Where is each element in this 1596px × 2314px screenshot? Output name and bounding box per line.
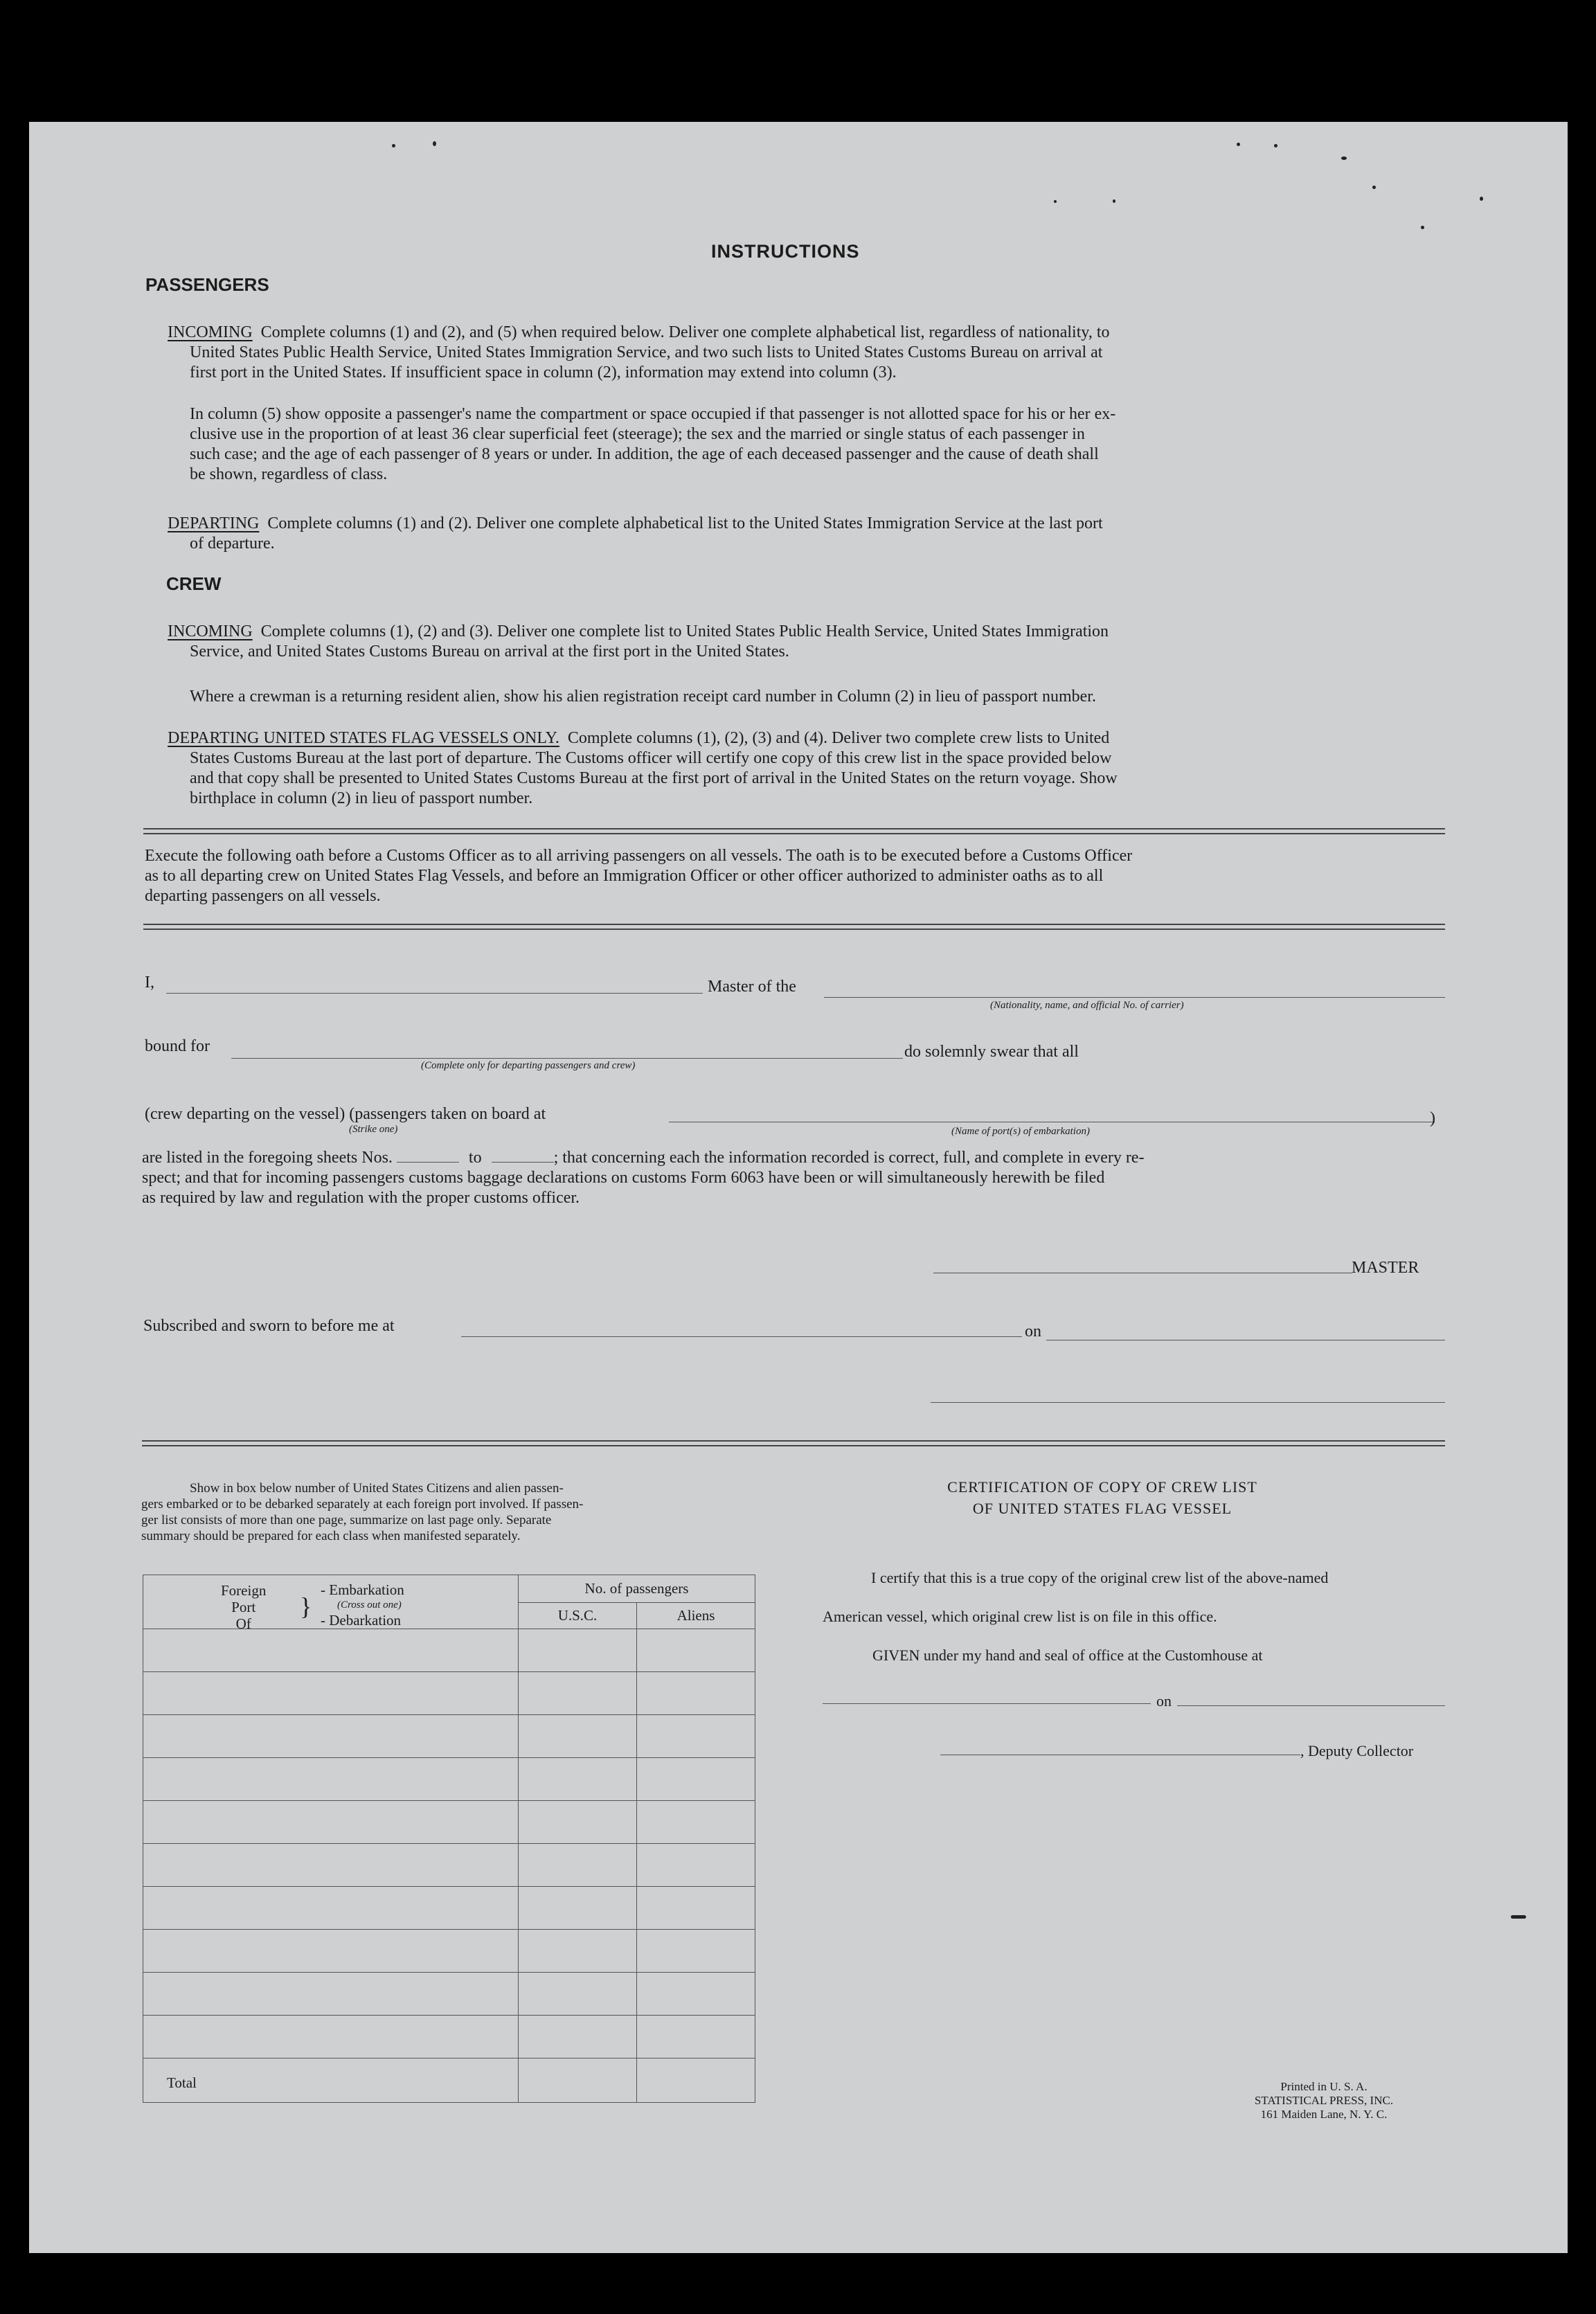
crew-departing-text: birthplace in column (2) in lieu of passport number. <box>190 789 533 807</box>
aliens-cell[interactable] <box>637 1887 755 1930</box>
paragraph-line: such case; and the age of each passenger of 8 years or under. In addition, the age of each deceased passenger and the cause of death shall <box>190 445 1099 463</box>
customhouse-field[interactable] <box>823 1703 1151 1704</box>
pass-departing-text: Complete columns (1) and (2). Deliver one complete alphabetical list to the United States Immigration Service at the last port <box>267 514 1103 532</box>
usc-cell[interactable] <box>519 1930 637 1973</box>
pass-incoming-paragraph <box>168 323 1445 383</box>
aliens-cell[interactable] <box>637 1758 755 1801</box>
foreign-label: Foreign <box>221 1582 267 1599</box>
port-cell[interactable] <box>143 1629 519 1672</box>
cert-date-field[interactable] <box>1177 1705 1445 1706</box>
certification-title-line: OF UNITED STATES FLAG VESSEL <box>972 1500 1232 1517</box>
pass-departing-text: of departure. <box>190 535 275 553</box>
instructions-title: INSTRUCTIONS <box>711 241 860 262</box>
embarkation-label: - Embarkation <box>321 1581 404 1598</box>
port-note: (Name of port(s) of embarkation) <box>951 1126 1090 1137</box>
printer-line: Printed in U. S. A. <box>1280 2080 1368 2093</box>
table-row <box>143 1758 755 1801</box>
usc-cell[interactable] <box>519 1758 637 1801</box>
aliens-cell[interactable] <box>637 1629 755 1672</box>
scan-speck <box>1372 186 1376 189</box>
paragraph-line: as to all departing crew on United States Flag Vessels, and before an Immigration Officer or other officer authorized to administer oaths as to all <box>145 867 1104 885</box>
aliens-cell[interactable] <box>637 2016 755 2059</box>
paragraph-line: clusive use in the proportion of at least 36 clear superficial feet (steerage); the sex and the married or single status of each passenger in <box>190 425 1085 443</box>
aliens-cell[interactable] <box>637 1973 755 2016</box>
double-rule <box>143 833 1445 834</box>
no-passengers-header: No. of passengers <box>519 1575 755 1603</box>
double-rule <box>143 929 1445 930</box>
port-cell[interactable] <box>143 1930 519 1973</box>
paragraph-line: gers embarked or to be debarked separately at each foreign port involved. If passen- <box>141 1497 584 1512</box>
scan-speck <box>1054 200 1057 203</box>
crew-incoming-paragraph-2: Where a crewman is a returning resident alien, show his alien registration receipt card number in Column (2) in lieu of passport number. <box>190 688 1096 706</box>
pass-incoming-label: INCOMING <box>168 323 253 341</box>
sworn-place-field[interactable] <box>461 1336 1022 1337</box>
paragraph-line: ger list consists of more than one page, summarize on last page only. Separate <box>141 1513 552 1527</box>
double-rule <box>142 1440 1445 1442</box>
paragraph-line: Show in box below number of United States Citizens and alien passen- <box>190 1481 564 1496</box>
scan-speck <box>1421 226 1424 229</box>
usc-cell[interactable] <box>519 1887 637 1930</box>
certification-title-line: CERTIFICATION OF COPY OF CREW LIST <box>947 1478 1257 1496</box>
total-row <box>143 2059 755 2103</box>
pass-incoming-paragraph-2 <box>190 404 1445 485</box>
table-row <box>143 1844 755 1887</box>
foreign-port-header: Foreign Port Of } - Embarkation (Cross out one) - Debarkation <box>143 1575 519 1629</box>
paragraph-line: departing passengers on all vessels. <box>145 887 381 905</box>
table-row <box>143 1629 755 1672</box>
crew-heading: CREW <box>166 573 222 594</box>
bound-for-label: bound for <box>145 1037 210 1055</box>
bound-for-field[interactable] <box>231 1058 903 1059</box>
certification-title <box>929 1476 1275 1519</box>
port-cell[interactable] <box>143 1844 519 1887</box>
paragraph-line: summary should be prepared for each class when manifested separately. <box>141 1529 521 1543</box>
total-label: Total <box>143 2059 519 2103</box>
aliens-cell[interactable] <box>637 1672 755 1715</box>
listed-text: ; that concerning each the information recorded is correct, full, and complete in every re- <box>553 1149 1145 1167</box>
port-label: Port <box>231 1599 256 1615</box>
scan-speck <box>1511 1915 1526 1919</box>
carrier-field[interactable] <box>824 997 1445 998</box>
aliens-header: Aliens <box>637 1603 755 1629</box>
listed-paragraph <box>142 1148 1445 1208</box>
table-row <box>143 1887 755 1930</box>
crew-incoming-label: INCOMING <box>168 622 253 640</box>
crew-departing-text: and that copy shall be presented to United States Customs Bureau at the first port of arrival in the United States on the return voyage. Show <box>190 769 1118 787</box>
port-cell[interactable] <box>143 1801 519 1844</box>
table-row <box>143 1801 755 1844</box>
carrier-note: (Nationality, name, and official No. of carrier) <box>990 1000 1184 1011</box>
crew-departing-label: DEPARTING UNITED STATES FLAG VESSELS ONLY. <box>168 729 559 747</box>
port-cell[interactable] <box>143 1672 519 1715</box>
passengers-heading: PASSENGERS <box>145 274 269 295</box>
aliens-cell[interactable] <box>637 1801 755 1844</box>
listed-text: spect; and that for incoming passengers customs baggage declarations on customs Form 6063 have been or will simultaneously herewith be filed <box>142 1169 1105 1187</box>
pass-incoming-text: first port in the United States. If insufficient space in column (2), information may extend into column (3). <box>190 364 897 382</box>
aliens-cell[interactable] <box>637 1930 755 1973</box>
crew-departing-text: States Customs Bureau at the last port of departure. The Customs officer will certify one copy of this crew list in the space provided below <box>190 749 1112 767</box>
scan-speck <box>1237 143 1240 146</box>
usc-header: U.S.C. <box>519 1603 637 1629</box>
scan-speck <box>1341 156 1347 160</box>
pass-incoming-text: United States Public Health Service, United States Immigration Service, and two such lists to United States Customs Bureau on arrival at <box>190 343 1103 361</box>
printer-line: 161 Maiden Lane, N. Y. C. <box>1260 2108 1388 2121</box>
passenger-summary-table <box>143 1575 755 2103</box>
master-of-label: Master of the <box>708 978 796 996</box>
double-rule <box>143 828 1445 829</box>
table-row <box>143 1930 755 1973</box>
usc-cell[interactable] <box>519 1844 637 1887</box>
of-label: Of <box>235 1615 251 1632</box>
port-cell[interactable] <box>143 1973 519 2016</box>
port-cell[interactable] <box>143 1887 519 1930</box>
table-row <box>143 1715 755 1758</box>
paragraph-line: be shown, regardless of class. <box>190 465 388 483</box>
scan-speck <box>1274 144 1277 147</box>
usc-cell[interactable] <box>519 1715 637 1758</box>
usc-total-cell[interactable] <box>519 2059 637 2103</box>
officer-signature-field[interactable] <box>931 1402 1445 1403</box>
subscribed-label: Subscribed and sworn to before me at <box>143 1317 395 1335</box>
pass-incoming-text: Complete columns (1) and (2), and (5) when required below. Deliver one complete alphabetical list, regardless of nationality, to <box>260 323 1110 341</box>
oath-intro <box>145 846 1445 906</box>
usc-cell[interactable] <box>519 2016 637 2059</box>
port-cell[interactable] <box>143 2016 519 2059</box>
scan-speck <box>392 144 395 147</box>
usc-cell[interactable] <box>519 1973 637 2016</box>
aliens-cell[interactable] <box>637 1844 755 1887</box>
aliens-cell[interactable] <box>637 1715 755 1758</box>
deputy-collector-label: , Deputy Collector <box>1300 1742 1414 1759</box>
pass-departing-paragraph <box>168 514 1445 554</box>
printer-imprint <box>1220 2080 1428 2122</box>
table-row <box>143 1973 755 2016</box>
crew-incoming-text: Complete columns (1), (2) and (3). Deliver one complete list to United States Public Health Service, United States Immigration <box>260 622 1109 640</box>
certification-line-2: American vessel, which original crew list is on file in this office. <box>823 1608 1217 1625</box>
form-sheet <box>29 122 1568 2253</box>
summary-note <box>141 1480 756 1544</box>
crew-incoming-paragraph <box>168 622 1445 662</box>
pass-departing-label: DEPARTING <box>168 514 260 532</box>
printer-line: STATISTICAL PRESS, INC. <box>1254 2094 1394 2107</box>
crew-departing-text: Complete columns (1), (2), (3) and (4). Deliver two complete crew lists to United <box>567 729 1110 747</box>
master-name-field[interactable] <box>166 993 703 994</box>
scan-speck <box>1480 197 1483 201</box>
paragraph-line: Execute the following oath before a Customs Officer as to all arriving passengers on all vessels. The oath is to be executed before a Customs Officer <box>145 847 1133 865</box>
listed-to: to <box>468 1149 482 1167</box>
crew-departing-paragraph <box>168 728 1445 809</box>
swear-label: do solemnly swear that all <box>904 1043 1079 1061</box>
table-row <box>143 1672 755 1715</box>
scan-speck <box>433 141 436 146</box>
master-label: MASTER <box>1352 1259 1419 1277</box>
scan-speck <box>1113 199 1115 203</box>
sworn-on-label: on <box>1025 1322 1041 1340</box>
table-row <box>143 2016 755 2059</box>
strike-note: (Strike one) <box>349 1124 398 1135</box>
port-cell[interactable] <box>143 1715 519 1758</box>
bound-note: (Complete only for departing passengers and crew) <box>421 1060 636 1071</box>
cert-on-label: on <box>1156 1692 1172 1710</box>
cross-out-note: (Cross out one) <box>337 1599 402 1611</box>
close-paren: ) <box>1430 1109 1435 1127</box>
paragraph-line: In column (5) show opposite a passenger's name the compartment or space occupied if that passenger is not allotted space for his or her ex- <box>190 405 1116 423</box>
listed-text: are listed in the foregoing sheets Nos. <box>142 1149 393 1167</box>
usc-cell[interactable] <box>519 1801 637 1844</box>
usc-cell[interactable] <box>519 1629 637 1672</box>
oath-i-label: I, <box>145 974 154 992</box>
usc-cell[interactable] <box>519 1672 637 1715</box>
crew-passengers-label: (crew departing on the vessel) (passengers taken on board at <box>145 1105 546 1123</box>
aliens-total-cell[interactable] <box>637 2059 755 2103</box>
double-rule <box>143 924 1445 925</box>
crew-incoming-text: Service, and United States Customs Bureau on arrival at the first port in the United States. <box>190 643 789 661</box>
given-line: GIVEN under my hand and seal of office at the Customhouse at <box>872 1647 1263 1664</box>
debarkation-label: - Debarkation <box>321 1612 402 1629</box>
listed-text: as required by law and regulation with the proper customs officer. <box>142 1189 580 1207</box>
double-rule <box>142 1445 1445 1446</box>
sheet-from-field[interactable] <box>397 1149 459 1163</box>
certification-line-1: I certify that this is a true copy of the original crew list of the above-named <box>871 1569 1329 1586</box>
sheet-to-field[interactable] <box>492 1149 554 1163</box>
port-cell[interactable] <box>143 1758 519 1801</box>
